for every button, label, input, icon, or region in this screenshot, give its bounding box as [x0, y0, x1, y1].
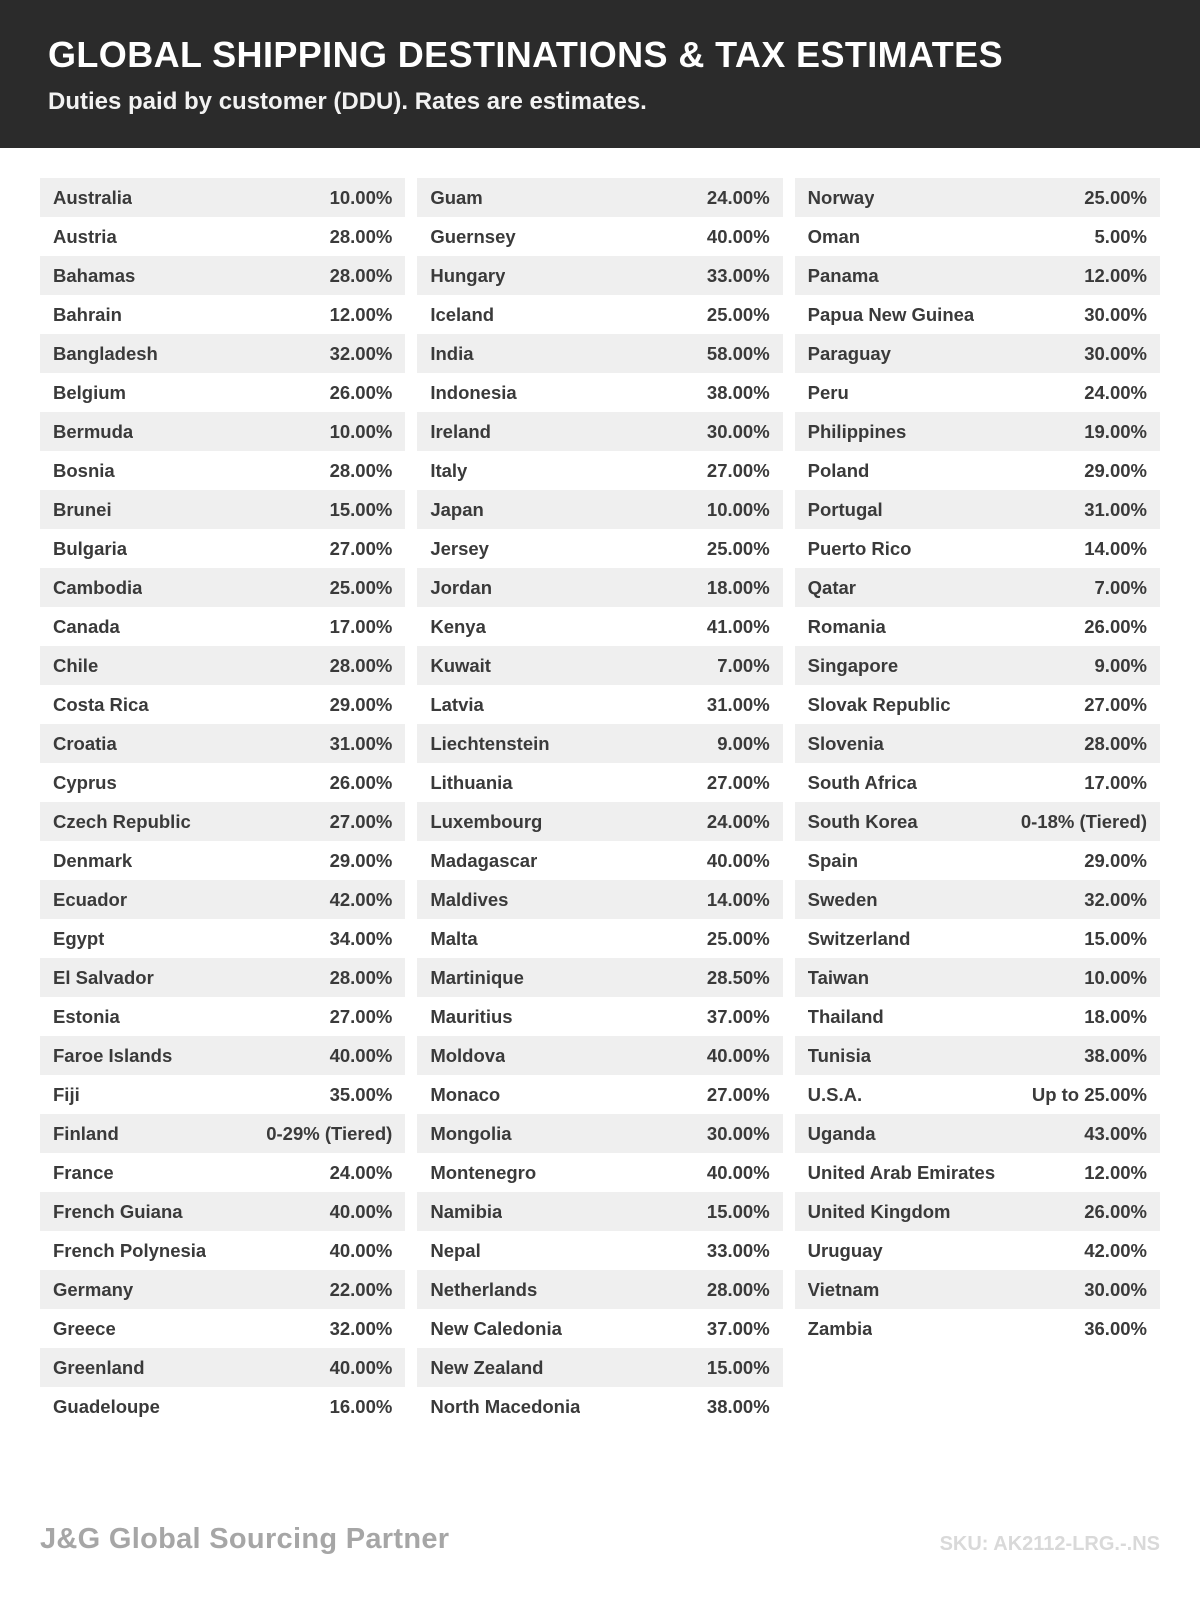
tax-rate: 31.00% [329, 732, 393, 754]
table-row [417, 529, 782, 568]
table-row [40, 256, 405, 295]
country-name: Sweden [807, 888, 878, 910]
tax-rate: 32.00% [1084, 888, 1147, 910]
tax-rate: 40.00% [706, 225, 770, 247]
country-name: French Polynesia [53, 1239, 207, 1261]
tax-rate: 15.00% [706, 1356, 770, 1378]
tax-rate: 12.00% [1084, 1161, 1147, 1183]
country-name: Tunisia [807, 1044, 872, 1066]
country-name: Zambia [807, 1317, 873, 1339]
footer [40, 1523, 1160, 1556]
tax-rate: 14.00% [1084, 537, 1147, 559]
country-name: France [53, 1161, 114, 1183]
table-row [40, 490, 405, 529]
table-row [417, 841, 782, 880]
tax-rate: 38.00% [706, 381, 770, 403]
tax-rate: 28.00% [329, 225, 393, 247]
country-name: Costa Rica [53, 693, 149, 715]
country-name: Mongolia [430, 1122, 512, 1144]
tax-rate: 18.00% [706, 576, 770, 598]
table-row [40, 919, 405, 958]
table-row [795, 373, 1160, 412]
tax-rate: 25.00% [329, 576, 393, 598]
country-name: Bermuda [53, 420, 134, 442]
table-row [417, 919, 782, 958]
country-name: Philippines [807, 420, 907, 442]
tax-rate: 32.00% [329, 342, 393, 364]
country-name: Kuwait [430, 654, 491, 676]
table-row [40, 763, 405, 802]
table-row [40, 958, 405, 997]
table-row [40, 295, 405, 334]
table-row [795, 256, 1160, 295]
table-row [40, 529, 405, 568]
rates-table [0, 148, 1200, 1426]
table-row [795, 178, 1160, 217]
country-name: Peru [807, 381, 849, 403]
tax-rate: 30.00% [1084, 342, 1147, 364]
country-name: Nepal [430, 1239, 481, 1261]
table-row [40, 646, 405, 685]
country-name: Singapore [807, 654, 899, 676]
country-name: Maldives [430, 888, 509, 910]
tax-rate: 5.00% [1094, 225, 1147, 247]
tax-rate: 12.00% [329, 303, 393, 325]
country-name: Hungary [430, 264, 506, 286]
table-row [417, 490, 782, 529]
page-subtitle: Duties paid by customer (DDU). Rates are estimates. [48, 88, 647, 115]
tax-rate: 36.00% [1084, 1317, 1147, 1339]
table-row [795, 880, 1160, 919]
country-name: Uruguay [807, 1239, 883, 1261]
table-row [417, 334, 782, 373]
table-row [795, 490, 1160, 529]
tax-rate: 10.00% [329, 186, 393, 208]
table-row [795, 997, 1160, 1036]
table-row [40, 373, 405, 412]
country-name: India [430, 342, 474, 364]
tax-rate: 14.00% [706, 888, 770, 910]
tax-rate: 10.00% [1084, 966, 1147, 988]
table-row [40, 1036, 405, 1075]
table-row [40, 880, 405, 919]
country-name: Switzerland [807, 927, 911, 949]
tax-rate: 27.00% [706, 771, 770, 793]
header [0, 0, 1200, 148]
table-row [417, 763, 782, 802]
tax-rate: 29.00% [1084, 849, 1147, 871]
tax-rate: 27.00% [329, 537, 393, 559]
tax-rate: 31.00% [706, 693, 770, 715]
country-name: Mauritius [430, 1005, 513, 1027]
table-row [40, 334, 405, 373]
tax-rate: 26.00% [329, 381, 393, 403]
tax-rate: 40.00% [329, 1044, 393, 1066]
tax-rate: 16.00% [329, 1395, 393, 1417]
tax-rate: 28.00% [329, 264, 393, 286]
rates-column-2 [417, 178, 782, 1426]
table-row [417, 412, 782, 451]
table-row [40, 451, 405, 490]
tax-rate: 19.00% [1084, 420, 1147, 442]
country-name: North Macedonia [430, 1395, 581, 1417]
country-name: Martinique [430, 966, 524, 988]
country-name: Thailand [807, 1005, 884, 1027]
rates-column-3 [795, 178, 1160, 1426]
table-row [40, 1153, 405, 1192]
country-name: El Salvador [53, 966, 154, 988]
country-name: Guernsey [430, 225, 516, 247]
country-name: Jersey [430, 537, 489, 559]
table-row [417, 1387, 782, 1426]
country-name: Czech Republic [53, 810, 191, 832]
tax-rate: 15.00% [329, 498, 393, 520]
table-row [417, 217, 782, 256]
table-row [40, 1387, 405, 1426]
country-name: Madagascar [430, 849, 538, 871]
table-row [795, 919, 1160, 958]
table-row [795, 607, 1160, 646]
tax-rate: 28.00% [329, 966, 393, 988]
country-name: Bangladesh [53, 342, 158, 364]
tax-rate: 29.00% [329, 849, 393, 871]
sku-text: SKU: AK2112-LRG.-.NS [939, 1533, 1160, 1555]
table-row [40, 1192, 405, 1231]
country-name: Guadeloupe [53, 1395, 160, 1417]
table-row [417, 646, 782, 685]
tax-rate: 15.00% [706, 1200, 770, 1222]
country-name: Slovenia [807, 732, 884, 754]
table-row [417, 568, 782, 607]
table-row [795, 1036, 1160, 1075]
country-name: Belgium [53, 381, 126, 403]
table-row [795, 412, 1160, 451]
table-row [417, 1270, 782, 1309]
tax-rate: 40.00% [329, 1200, 393, 1222]
table-row [417, 295, 782, 334]
country-name: Spain [807, 849, 859, 871]
tax-rate: 43.00% [1084, 1122, 1147, 1144]
tax-rate: 29.00% [329, 693, 393, 715]
table-row [40, 607, 405, 646]
country-name: Netherlands [430, 1278, 538, 1300]
table-row [40, 412, 405, 451]
country-name: Guam [430, 186, 483, 208]
table-row [417, 1309, 782, 1348]
table-row [795, 1192, 1160, 1231]
tax-rate: 34.00% [329, 927, 393, 949]
tax-rate: 24.00% [1084, 381, 1147, 403]
country-name: Chile [53, 654, 99, 676]
country-name: New Zealand [430, 1356, 544, 1378]
tax-rate: 12.00% [1084, 264, 1147, 286]
country-name: Papua New Guinea [807, 303, 975, 325]
country-name: Qatar [807, 576, 856, 598]
tax-rate: 25.00% [706, 927, 770, 949]
tax-rate: 25.00% [706, 537, 770, 559]
country-name: United Arab Emirates [807, 1161, 996, 1183]
country-name: Kenya [430, 615, 486, 637]
country-name: Uganda [807, 1122, 876, 1144]
tax-rate: Up to 25.00% [1031, 1083, 1147, 1105]
table-row [795, 217, 1160, 256]
tax-rate: 18.00% [1084, 1005, 1147, 1027]
country-name: Iceland [430, 303, 495, 325]
country-name: Egypt [53, 927, 105, 949]
table-row [795, 802, 1160, 841]
tax-rate: 28.00% [329, 459, 393, 481]
country-name: Austria [53, 225, 117, 247]
table-row [417, 607, 782, 646]
country-name: Denmark [53, 849, 133, 871]
rates-column-1 [40, 178, 405, 1426]
country-name: Cyprus [53, 771, 117, 793]
country-name: Slovak Republic [807, 693, 951, 715]
country-name: French Guiana [53, 1200, 183, 1222]
table-row [40, 724, 405, 763]
country-name: Liechtenstein [430, 732, 550, 754]
country-name: Ireland [430, 420, 491, 442]
table-row [795, 958, 1160, 997]
country-name: Brunei [53, 498, 112, 520]
tax-rate: 15.00% [1084, 927, 1147, 949]
tax-rate: 27.00% [1084, 693, 1147, 715]
country-name: Cambodia [53, 576, 143, 598]
tax-rate: 0-18% (Tiered) [1020, 810, 1147, 832]
table-row [40, 1348, 405, 1387]
table-row [40, 1075, 405, 1114]
table-row [417, 1114, 782, 1153]
table-row [795, 1153, 1160, 1192]
table-row [795, 1270, 1160, 1309]
tax-rate: 9.00% [1094, 654, 1147, 676]
tax-rate: 31.00% [1084, 498, 1147, 520]
tax-rate: 38.00% [706, 1395, 770, 1417]
tax-rate: 26.00% [1084, 1200, 1147, 1222]
country-name: Namibia [430, 1200, 503, 1222]
table-row [795, 295, 1160, 334]
table-row [417, 373, 782, 412]
tax-rate: 28.00% [1084, 732, 1147, 754]
table-row [40, 178, 405, 217]
table-row [40, 1270, 405, 1309]
tax-rate: 40.00% [706, 1044, 770, 1066]
tax-rate: 26.00% [329, 771, 393, 793]
tax-rate: 40.00% [329, 1356, 393, 1378]
table-row [40, 802, 405, 841]
tax-rate: 30.00% [1084, 1278, 1147, 1300]
table-row [795, 685, 1160, 724]
tax-rate: 7.00% [1094, 576, 1147, 598]
table-row [40, 568, 405, 607]
country-name: Finland [53, 1122, 119, 1144]
table-row [417, 880, 782, 919]
tax-rate: 30.00% [706, 420, 770, 442]
country-name: Monaco [430, 1083, 501, 1105]
page-title: GLOBAL SHIPPING DESTINATIONS & TAX ESTIMATES [48, 34, 1003, 75]
country-name: Portugal [807, 498, 883, 520]
tax-rate: 30.00% [1084, 303, 1147, 325]
country-name: Jordan [430, 576, 493, 598]
tax-rate: 30.00% [706, 1122, 770, 1144]
tax-rate: 26.00% [1084, 615, 1147, 637]
tax-rate: 9.00% [717, 732, 770, 754]
country-name: Indonesia [430, 381, 517, 403]
table-row [795, 451, 1160, 490]
table-row [40, 997, 405, 1036]
table-row [417, 1348, 782, 1387]
tax-rate: 24.00% [706, 186, 770, 208]
table-row [417, 178, 782, 217]
country-name: Norway [807, 186, 875, 208]
table-row [417, 958, 782, 997]
tax-rate: 10.00% [329, 420, 393, 442]
table-row [417, 1153, 782, 1192]
tax-rate: 38.00% [1084, 1044, 1147, 1066]
tax-rate: 0-29% (Tiered) [266, 1122, 393, 1144]
table-row [40, 685, 405, 724]
table-row [40, 217, 405, 256]
tax-rate: 27.00% [706, 459, 770, 481]
country-name: South Africa [807, 771, 917, 793]
table-row [417, 1075, 782, 1114]
tax-rate: 40.00% [329, 1239, 393, 1261]
country-name: Estonia [53, 1005, 120, 1027]
country-name: Greece [53, 1317, 116, 1339]
country-name: Oman [807, 225, 861, 247]
country-name: Montenegro [430, 1161, 537, 1183]
country-name: Australia [53, 186, 133, 208]
tax-rate: 7.00% [717, 654, 770, 676]
tax-rate: 22.00% [329, 1278, 393, 1300]
country-name: Germany [53, 1278, 134, 1300]
tax-rate: 40.00% [706, 849, 770, 871]
tax-rate: 42.00% [329, 888, 393, 910]
tax-rate: 29.00% [1084, 459, 1147, 481]
tax-rate: 33.00% [706, 1239, 770, 1261]
tax-rate: 17.00% [329, 615, 393, 637]
table-row [795, 1231, 1160, 1270]
tax-rate: 28.00% [329, 654, 393, 676]
table-row [795, 1075, 1160, 1114]
country-name: U.S.A. [807, 1083, 863, 1105]
table-row [417, 724, 782, 763]
country-name: Moldova [430, 1044, 506, 1066]
country-name: Bahamas [53, 264, 136, 286]
country-name: Paraguay [807, 342, 891, 364]
tax-rate: 28.00% [706, 1278, 770, 1300]
country-name: United Kingdom [807, 1200, 951, 1222]
country-name: Taiwan [807, 966, 869, 988]
country-name: Panama [807, 264, 879, 286]
table-row [417, 1036, 782, 1075]
table-row [795, 529, 1160, 568]
table-row [417, 997, 782, 1036]
country-name: Croatia [53, 732, 117, 754]
tax-rate: 25.00% [706, 303, 770, 325]
tax-rate: 25.00% [1084, 186, 1147, 208]
table-row [795, 1309, 1160, 1348]
country-name: Vietnam [807, 1278, 880, 1300]
table-row [795, 334, 1160, 373]
tax-rate: 10.00% [706, 498, 770, 520]
table-row [40, 1231, 405, 1270]
tax-rate: 58.00% [706, 342, 770, 364]
table-row [795, 1114, 1160, 1153]
tax-rate: 33.00% [706, 264, 770, 286]
table-row [795, 568, 1160, 607]
country-name: Latvia [430, 693, 484, 715]
table-row [795, 763, 1160, 802]
table-row [417, 1192, 782, 1231]
brand-text: J&G Global Sourcing Partner [40, 1523, 450, 1555]
tax-rate: 35.00% [329, 1083, 393, 1105]
tax-rate: 27.00% [706, 1083, 770, 1105]
tax-rate: 24.00% [706, 810, 770, 832]
country-name: Ecuador [53, 888, 128, 910]
tax-rate: 37.00% [706, 1005, 770, 1027]
country-name: Romania [807, 615, 886, 637]
table-row [417, 802, 782, 841]
country-name: New Caledonia [430, 1317, 562, 1339]
country-name: Bahrain [53, 303, 122, 325]
country-name: Puerto Rico [807, 537, 912, 559]
table-row [40, 1309, 405, 1348]
country-name: Malta [430, 927, 478, 949]
country-name: Lithuania [430, 771, 513, 793]
tax-rate: 24.00% [329, 1161, 393, 1183]
tax-rate: 17.00% [1084, 771, 1147, 793]
table-row [417, 685, 782, 724]
country-name: Fiji [53, 1083, 80, 1105]
country-name: Greenland [53, 1356, 145, 1378]
table-row [40, 1114, 405, 1153]
table-row [795, 646, 1160, 685]
table-row [417, 256, 782, 295]
tax-rate: 42.00% [1084, 1239, 1147, 1261]
tax-rate: 32.00% [329, 1317, 393, 1339]
country-name: Bulgaria [53, 537, 128, 559]
table-row [795, 724, 1160, 763]
table-row [417, 451, 782, 490]
country-name: South Korea [807, 810, 918, 832]
tax-rate: 41.00% [706, 615, 770, 637]
country-name: Poland [807, 459, 870, 481]
country-name: Italy [430, 459, 468, 481]
country-name: Luxembourg [430, 810, 543, 832]
table-row [417, 1231, 782, 1270]
country-name: Japan [430, 498, 484, 520]
tax-rate: 28.50% [706, 966, 770, 988]
tax-rate: 40.00% [706, 1161, 770, 1183]
tax-rate: 37.00% [706, 1317, 770, 1339]
table-row [795, 841, 1160, 880]
country-name: Canada [53, 615, 120, 637]
tax-rate: 27.00% [329, 1005, 393, 1027]
tax-rate: 27.00% [329, 810, 393, 832]
country-name: Bosnia [53, 459, 115, 481]
table-row [40, 841, 405, 880]
country-name: Faroe Islands [53, 1044, 173, 1066]
